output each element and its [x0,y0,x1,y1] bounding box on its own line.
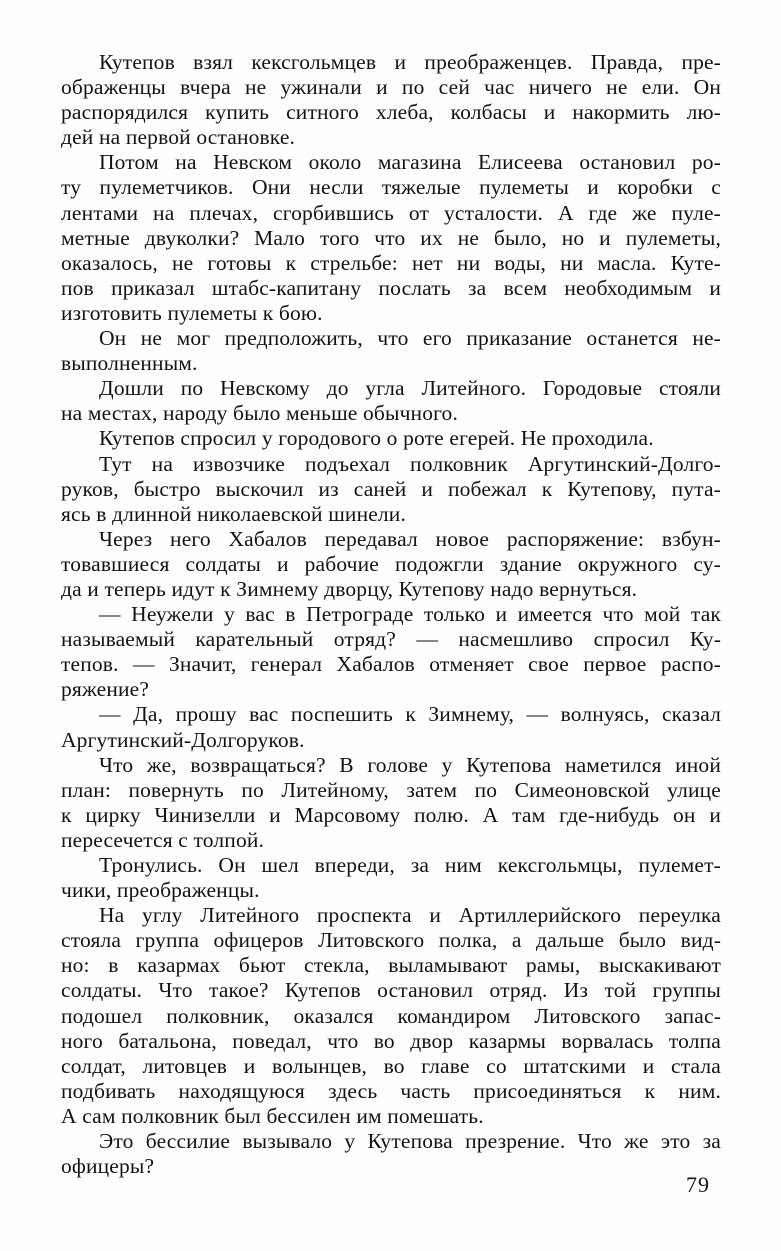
text-line: ясь в длинной николаевской шинели. [61,501,406,526]
paragraph [61,150,721,326]
text-line: Аргутинский-Долгоруков. [61,727,305,752]
text-line: офицеры? [61,1154,155,1179]
text-line: Это бессилие вызывало у Кутепова презрение. Что же это за [99,1129,721,1154]
text-line: тепов. — Значит, генерал Хабалов отменяет свое первое распо- [61,652,721,677]
text-line: стояла группа офицеров Литовского полка, а дальше было вид- [61,928,721,953]
text-line: солдат, литовцев и волынцев, во главе со штатскими и стала [61,1053,721,1078]
text-line: чики, преображенцы. [61,878,260,903]
text-line: подошел полковник, оказался командиром Литовского запас- [61,1003,721,1028]
text-line: Что же, возвращаться? В голове у Кутепова наметился иной [99,752,721,777]
text-line: изготовить пулеметы к бою. [61,300,323,325]
text-line: лентами на плечах, сгорбившись от усталости. А где же пуле- [61,200,721,225]
paragraph [61,50,721,150]
text-line: метные двуколки? Мало того что их не было, но и пулеметы, [61,225,721,250]
text-line: называемый карательный отряд? — насмешливо спросил Ку- [61,627,721,652]
paragraph [61,903,721,1129]
text-line: пов приказал штабс-капитану послать за всем необходимым и [61,275,721,300]
paragraph [61,376,721,426]
text-line: ряжение? [61,677,150,702]
text-line: А сам полковник был бессилен им помешать. [61,1103,484,1128]
text-line: ту пулеметчиков. Они несли тяжелые пулеметы и коробки с [61,175,721,200]
text-line: пересечется с толпой. [61,827,265,852]
paragraph [61,426,721,451]
text-line: да и теперь идут к Зимнему дворцу, Кутепову надо вернуться. [61,576,638,601]
text-line: руков, быстро выскочил из саней и побежал к Кутепову, пута- [61,476,721,501]
paragraph [61,853,721,903]
text-line: оказалось, не готовы к стрельбе: нет ни воды, ни масла. Куте- [61,250,721,275]
text-line: — Да, прошу вас поспешить к Зимнему, — волнуясь, сказал [99,702,721,727]
paragraph [61,602,721,702]
text-line: Кутепов взял кексгольмцев и преображенцев. Правда, пре- [99,50,721,74]
text-line: но: в казармах бьют стекла, выламывают рамы, выскакивают [61,953,721,978]
text-line: к цирку Чинизелли и Марсовому полю. А там где-нибудь он и [61,802,721,827]
paragraph [61,527,721,602]
page-text-block [61,50,721,1179]
text-line: подбивать находящуюся здесь часть присоединяться к ним. [61,1078,721,1103]
text-line: Тут на извозчике подъехал полковник Аргутинский-Долго- [99,451,721,476]
paragraph [61,753,721,853]
text-line: На углу Литейного проспекта и Артиллерийского переулка [99,903,721,928]
text-line: ображенцы вчера не ужинали и по сей час ничего не ели. Он [61,75,721,100]
paragraph [61,326,721,376]
text-line: на местах, народу было меньше обычного. [61,401,458,426]
paragraph [61,702,721,752]
text-line: Потом на Невском около магазина Елисеева остановил ро- [99,150,721,175]
text-line: солдаты. Что такое? Кутепов остановил отряд. Из той группы [61,978,721,1003]
text-line: Дошли по Невскому до угла Литейного. Городовые стояли [99,376,721,401]
text-line: Тронулись. Он шел впереди, за ним кексгольмцы, пулемет- [99,853,721,877]
text-line: — Неужели у вас в Петрограде только и имеется что мой так [99,602,721,627]
text-line: ного батальона, поведал, что во двор казармы ворвалась толпа [61,1028,721,1053]
page-number: 79 [686,1172,710,1197]
text-line: Он не мог предположить, что его приказание останется не- [99,326,721,351]
text-line: товавшиеся солдаты и рабочие подожгли здание окружного су- [61,551,721,576]
text-line: Через него Хабалов передавал новое распоряжение: взбун- [99,526,721,551]
paragraph [61,452,721,527]
text-line: план: повернуть по Литейному, затем по Симеоновской улице [61,777,721,802]
text-line: Кутепов спросил у городового о роте егерей. Не проходила. [99,426,654,451]
paragraph [61,1129,721,1179]
text-line: распорядился купить ситного хлеба, колбасы и накормить лю- [61,100,721,125]
text-line: выполненным. [61,351,198,376]
text-line: дей на первой остановке. [61,125,296,150]
